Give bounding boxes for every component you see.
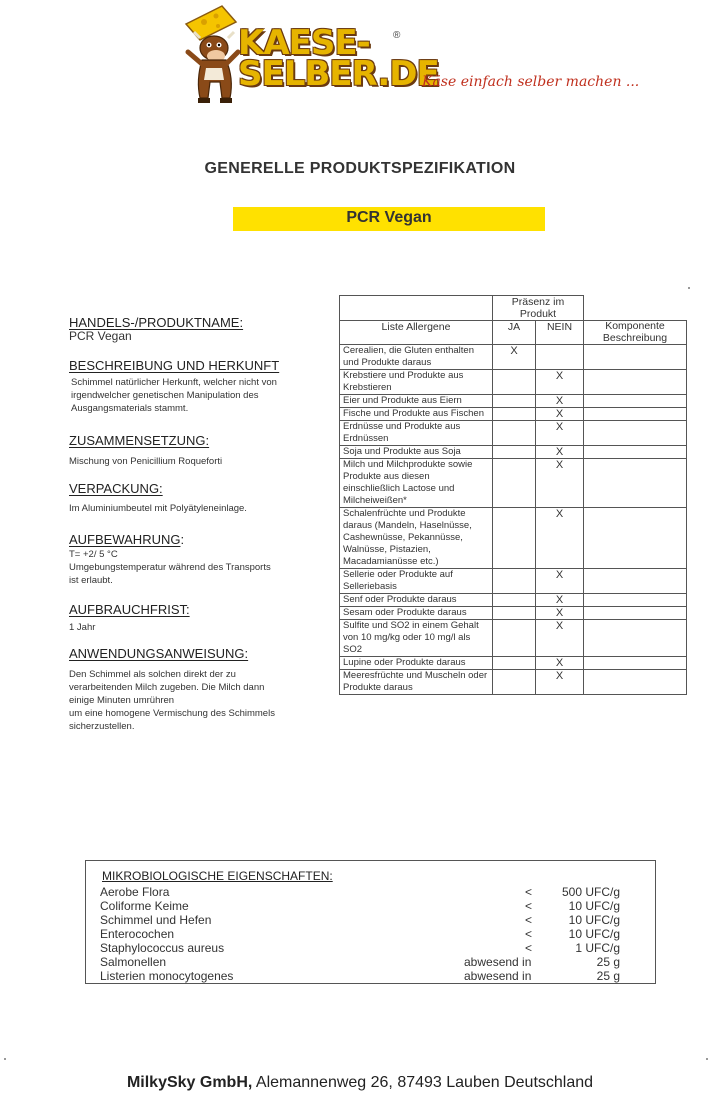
usage-text <box>69 668 275 733</box>
micro-operator: < <box>525 941 533 955</box>
micro-operator: < <box>525 927 533 941</box>
table-row <box>340 670 687 695</box>
brand-wordmark <box>238 23 439 94</box>
micro-value: 10 UFC/g <box>568 927 620 941</box>
table-row <box>340 569 687 594</box>
ja-mark <box>493 459 536 508</box>
nein-mark: X <box>536 408 584 421</box>
usage-heading: ANWENDUNGSANWEISUNG: <box>69 646 249 661</box>
product-banner <box>233 207 545 231</box>
component-cell <box>584 569 687 594</box>
component-cell <box>584 446 687 459</box>
microbiology-box <box>85 860 656 984</box>
allergen-name: Sellerie oder Produkte auf Selleriebasis <box>340 569 493 594</box>
allergen-name: Senf oder Produkte daraus <box>340 594 493 607</box>
nein-mark <box>536 345 584 370</box>
component-cell <box>584 459 687 508</box>
table-subheader-row <box>340 321 687 345</box>
table-row <box>340 657 687 670</box>
micro-row <box>100 885 640 899</box>
footer-address <box>0 1074 720 1092</box>
nein-mark: X <box>536 370 584 395</box>
nein-mark: X <box>536 508 584 569</box>
shelf-life-heading: AUFBRAUCHFRIST: <box>69 602 190 617</box>
component-cell <box>584 594 687 607</box>
table-row <box>340 508 687 569</box>
product-title: PCR Vegan <box>346 209 432 226</box>
ja-mark <box>493 395 536 408</box>
micro-name: Staphylococcus aureus <box>100 941 225 955</box>
usage-line: Den Schimmel als solchen direkt der zu <box>69 669 236 680</box>
ja-mark <box>493 421 536 446</box>
micro-value: 1 UFC/g <box>575 941 620 955</box>
ja-mark <box>493 594 536 607</box>
allergen-name: Meeresfrüchte und Muscheln oder Produkte daraus <box>340 670 493 695</box>
nein-mark: X <box>536 607 584 620</box>
allergen-name: Sesam oder Produkte daraus <box>340 607 493 620</box>
usage-line: um eine homogene Vermischung des Schimmels <box>69 708 275 719</box>
micro-row <box>100 969 640 983</box>
allergen-name: Erdnüsse und Produkte aus Erdnüssen <box>340 421 493 446</box>
table-row <box>340 370 687 395</box>
component-cell <box>584 607 687 620</box>
allergen-name: Cerealien, die Gluten enthalten und Produkte daraus <box>340 345 493 370</box>
description-heading: BESCHREIBUNG UND HERKUNFT <box>69 358 280 373</box>
micro-row <box>100 941 640 955</box>
registered-mark: ® <box>393 30 401 41</box>
scan-mark <box>706 1058 708 1060</box>
micro-row <box>100 955 640 969</box>
micro-row <box>100 913 640 927</box>
document-title: GENERELLE PRODUKTSPEZIFIKATION <box>204 160 516 177</box>
microbiology-heading: MIKROBIOLOGISCHE EIGENSCHAFTEN: <box>102 869 333 883</box>
micro-operator: < <box>525 899 533 913</box>
micro-value: 25 g <box>596 955 620 969</box>
ja-mark <box>493 370 536 395</box>
allergen-name: Sulfite und SO2 in einem Gehalt von 10 mg/kg oder 10 mg/l als SO2 <box>340 620 493 657</box>
micro-operator: abwesend in <box>464 955 532 969</box>
component-cell <box>584 657 687 670</box>
brand-line-1: KAESE- <box>238 23 370 63</box>
scan-mark <box>4 1058 6 1060</box>
allergen-table <box>339 295 687 695</box>
table-row <box>340 345 687 370</box>
name-heading: HANDELS-/PRODUKTNAME: <box>69 315 244 330</box>
presence-header: Präsenz im Produkt <box>493 296 584 321</box>
storage-heading <box>69 532 184 547</box>
nein-mark: X <box>536 620 584 657</box>
allergen-name: Krebstiere und Produkte aus Krebstieren <box>340 370 493 395</box>
packaging-heading: VERPACKUNG: <box>69 481 163 496</box>
allergen-name: Fische und Produkte aus Fischen <box>340 408 493 421</box>
col-nein: NEIN <box>536 321 584 345</box>
ja-mark <box>493 508 536 569</box>
table-header-blank <box>340 296 493 321</box>
micro-name: Listerien monocytogenes <box>100 969 234 983</box>
col-ja: JA <box>493 321 536 345</box>
table-row <box>340 459 687 508</box>
description-line: Ausgangsmaterials stammt. <box>71 403 189 414</box>
micro-row <box>100 899 640 913</box>
nein-mark: X <box>536 421 584 446</box>
storage-text <box>69 548 271 587</box>
storage-heading-text: AUFBEWAHRUNG <box>69 532 181 547</box>
table-row <box>340 408 687 421</box>
allergen-name: Soja und Produkte aus Soja <box>340 446 493 459</box>
micro-name: Coliforme Keime <box>100 899 189 913</box>
table-row <box>340 421 687 446</box>
composition-heading: ZUSAMMENSETZUNG: <box>69 433 210 448</box>
shelf-life-text: 1 Jahr <box>69 622 96 633</box>
storage-line: Umgebungstemperatur während des Transports <box>69 562 271 573</box>
packaging-text: Im Aluminiumbeutel mit Polyätyleneinlage. <box>69 503 247 514</box>
description-text <box>71 376 277 415</box>
micro-operator: abwesend in <box>464 969 532 983</box>
table-row <box>340 607 687 620</box>
allergen-name: Schalenfrüchte und Produkte daraus (Mandeln, Haselnüsse, Cashewnüsse, Pekannüsse, Walnüsse, Pistazien, Macadamianüsse etc.) <box>340 508 493 569</box>
table-row <box>340 395 687 408</box>
micro-value: 25 g <box>596 969 620 983</box>
micro-operator: < <box>525 885 533 899</box>
usage-line: verarbeitenden Milch zugeben. Die Milch dann <box>69 682 265 693</box>
nein-mark: X <box>536 395 584 408</box>
nein-mark: X <box>536 446 584 459</box>
footer-company: MilkySky GmbH, <box>126 1074 253 1091</box>
micro-name: Schimmel und Hefen <box>100 913 212 927</box>
footer-street: Alemannenweg 26, 87493 Lauben Deutschland <box>252 1074 594 1091</box>
nein-mark: X <box>536 657 584 670</box>
component-cell <box>584 370 687 395</box>
allergen-name: Eier und Produkte aus Eiern <box>340 395 493 408</box>
table-header-row <box>340 296 687 321</box>
table-row <box>340 620 687 657</box>
ja-mark <box>493 670 536 695</box>
usage-line: sicherzustellen. <box>69 721 135 732</box>
brand-line-2: SELBER.DE <box>238 54 439 94</box>
micro-value: 10 UFC/g <box>568 913 620 927</box>
usage-line: einige Minuten umrühren <box>69 695 175 706</box>
micro-name: Aerobe Flora <box>100 885 170 899</box>
name-value: PCR Vegan <box>69 329 132 343</box>
storage-heading-colon: : <box>180 532 185 547</box>
description-line: Schimmel natürlicher Herkunft, welcher nicht von <box>71 377 277 388</box>
ja-mark <box>493 607 536 620</box>
component-cell <box>584 345 687 370</box>
component-cell <box>584 421 687 446</box>
micro-value: 500 UFC/g <box>561 885 620 899</box>
ja-mark <box>493 446 536 459</box>
ja-mark <box>493 408 536 421</box>
component-cell <box>584 395 687 408</box>
ja-mark <box>493 569 536 594</box>
ja-mark <box>493 657 536 670</box>
micro-row <box>100 927 640 941</box>
allergen-name: Milch und Milchprodukte sowie Produkte aus diesen einschließlich Lactose und Milcheiweißen* <box>340 459 493 508</box>
micro-name: Salmonellen <box>100 955 167 969</box>
ja-mark: X <box>493 345 536 370</box>
component-cell <box>584 508 687 569</box>
composition-text: Mischung von Penicillium Roqueforti <box>69 456 223 467</box>
nein-mark: X <box>536 594 584 607</box>
col-allergen-list: Liste Allergene <box>340 321 493 345</box>
nein-mark: X <box>536 569 584 594</box>
scan-mark <box>688 287 690 289</box>
component-cell <box>584 620 687 657</box>
storage-line: ist erlaubt. <box>69 575 113 586</box>
storage-line: T= +2/ 5 °C <box>69 549 118 560</box>
col-component: Komponente Beschreibung <box>584 321 687 345</box>
table-header-blank <box>584 296 687 321</box>
ja-mark <box>493 620 536 657</box>
micro-value: 10 UFC/g <box>568 899 620 913</box>
table-row <box>340 446 687 459</box>
table-row <box>340 594 687 607</box>
allergen-name: Lupine oder Produkte daraus <box>340 657 493 670</box>
nein-mark: X <box>536 670 584 695</box>
micro-operator: < <box>525 913 533 927</box>
slogan: Käse einfach selber machen ... <box>422 74 640 90</box>
nein-mark: X <box>536 459 584 508</box>
description-line: irgendwelcher genetischen Manipulation des <box>71 390 259 401</box>
component-cell <box>584 670 687 695</box>
micro-name: Enterocochen <box>100 927 175 941</box>
component-cell <box>584 408 687 421</box>
